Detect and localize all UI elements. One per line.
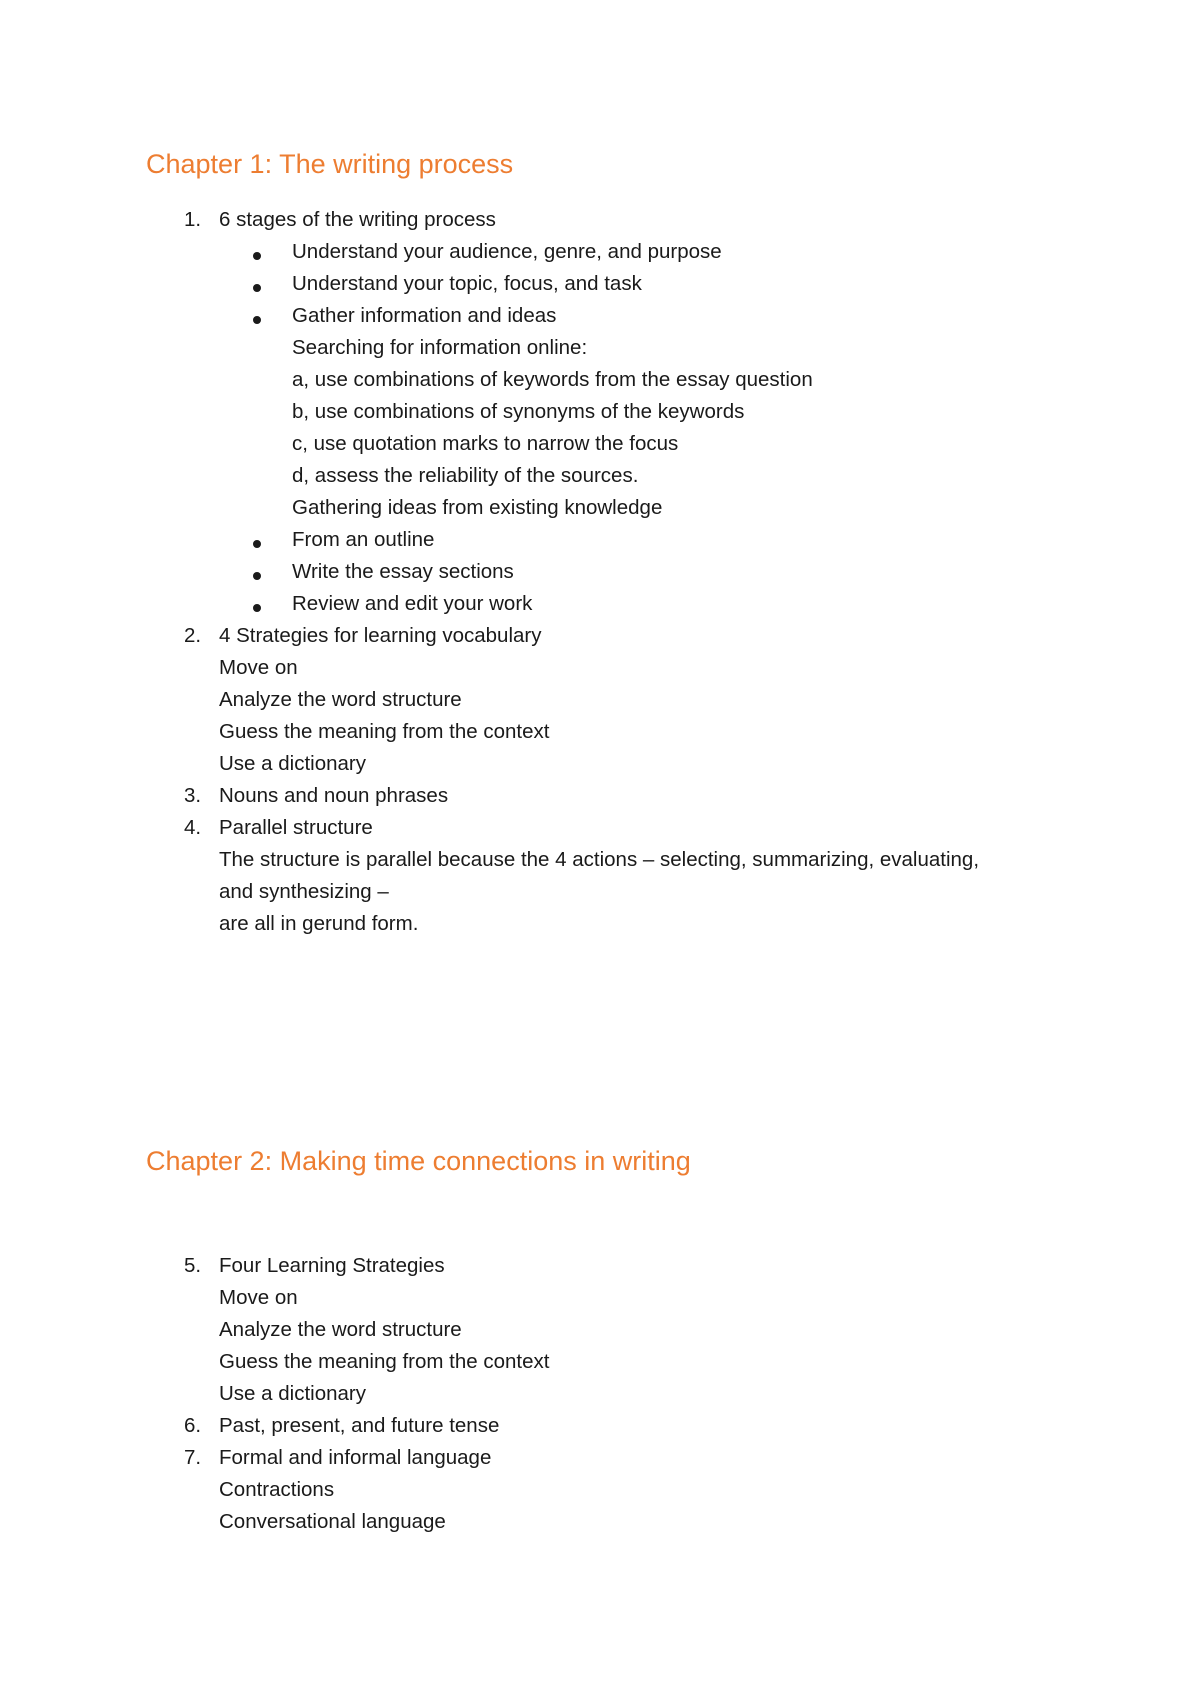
sub-line: a, use combinations of keywords from the essay question (292, 368, 813, 391)
item-7-number: 7. (184, 1446, 202, 1469)
item-4-text: Parallel structure (219, 816, 373, 839)
sub-line: Use a dictionary (219, 752, 366, 775)
sub-line: c, use quotation marks to narrow the focus (292, 432, 679, 455)
sub-line: Gathering ideas from existing knowledge (292, 496, 663, 519)
sub-line: and synthesizing – (219, 880, 389, 903)
bullet-icon (253, 316, 261, 324)
item-2-number: 2. (184, 624, 202, 647)
item-6-text: Past, present, and future tense (219, 1414, 500, 1437)
item-5-text: Four Learning Strategies (219, 1254, 445, 1277)
sub-line: Analyze the word structure (219, 1318, 462, 1341)
chapter-2-heading: Chapter 2: Making time connections in writing (146, 1146, 691, 1176)
sub-line: Move on (219, 1286, 298, 1309)
bullet-item: Understand your topic, focus, and task (292, 272, 642, 295)
sub-line: Conversational language (219, 1510, 446, 1533)
sub-line: d, assess the reliability of the sources. (292, 464, 639, 487)
bullet-icon (253, 540, 261, 548)
bullet-icon (253, 572, 261, 580)
bullet-item: Understand your audience, genre, and purpose (292, 240, 722, 263)
item-1-number: 1. (184, 208, 202, 231)
sub-line: are all in gerund form. (219, 912, 419, 935)
sub-line: b, use combinations of synonyms of the keywords (292, 400, 745, 423)
bullet-item: Review and edit your work (292, 592, 533, 615)
item-3-text: Nouns and noun phrases (219, 784, 449, 807)
sub-line: Searching for information online: (292, 336, 588, 359)
item-2-text: 4 Strategies for learning vocabulary (219, 624, 542, 647)
bullet-item: Write the essay sections (292, 560, 514, 583)
sub-line: Contractions (219, 1478, 335, 1501)
chapter-1-heading: Chapter 1: The writing process (146, 149, 514, 179)
sub-line: Use a dictionary (219, 1382, 366, 1405)
bullet-icon (253, 604, 261, 612)
bullet-item: From an outline (292, 528, 435, 551)
sub-line: The structure is parallel because the 4 actions – selecting, summarizing, evaluating, (219, 848, 980, 871)
item-6-number: 6. (184, 1414, 202, 1437)
sub-line: Guess the meaning from the context (219, 1350, 550, 1373)
item-1-text: 6 stages of the writing process (219, 208, 496, 231)
bullet-icon (253, 284, 261, 292)
bullet-item: Gather information and ideas (292, 304, 557, 327)
item-7-text: Formal and informal language (219, 1446, 492, 1469)
item-4-number: 4. (184, 816, 202, 839)
sub-line: Guess the meaning from the context (219, 720, 550, 743)
sub-line: Analyze the word structure (219, 688, 462, 711)
item-3-number: 3. (184, 784, 202, 807)
bullet-icon (253, 252, 261, 260)
item-5-number: 5. (184, 1254, 202, 1277)
sub-line: Move on (219, 656, 298, 679)
